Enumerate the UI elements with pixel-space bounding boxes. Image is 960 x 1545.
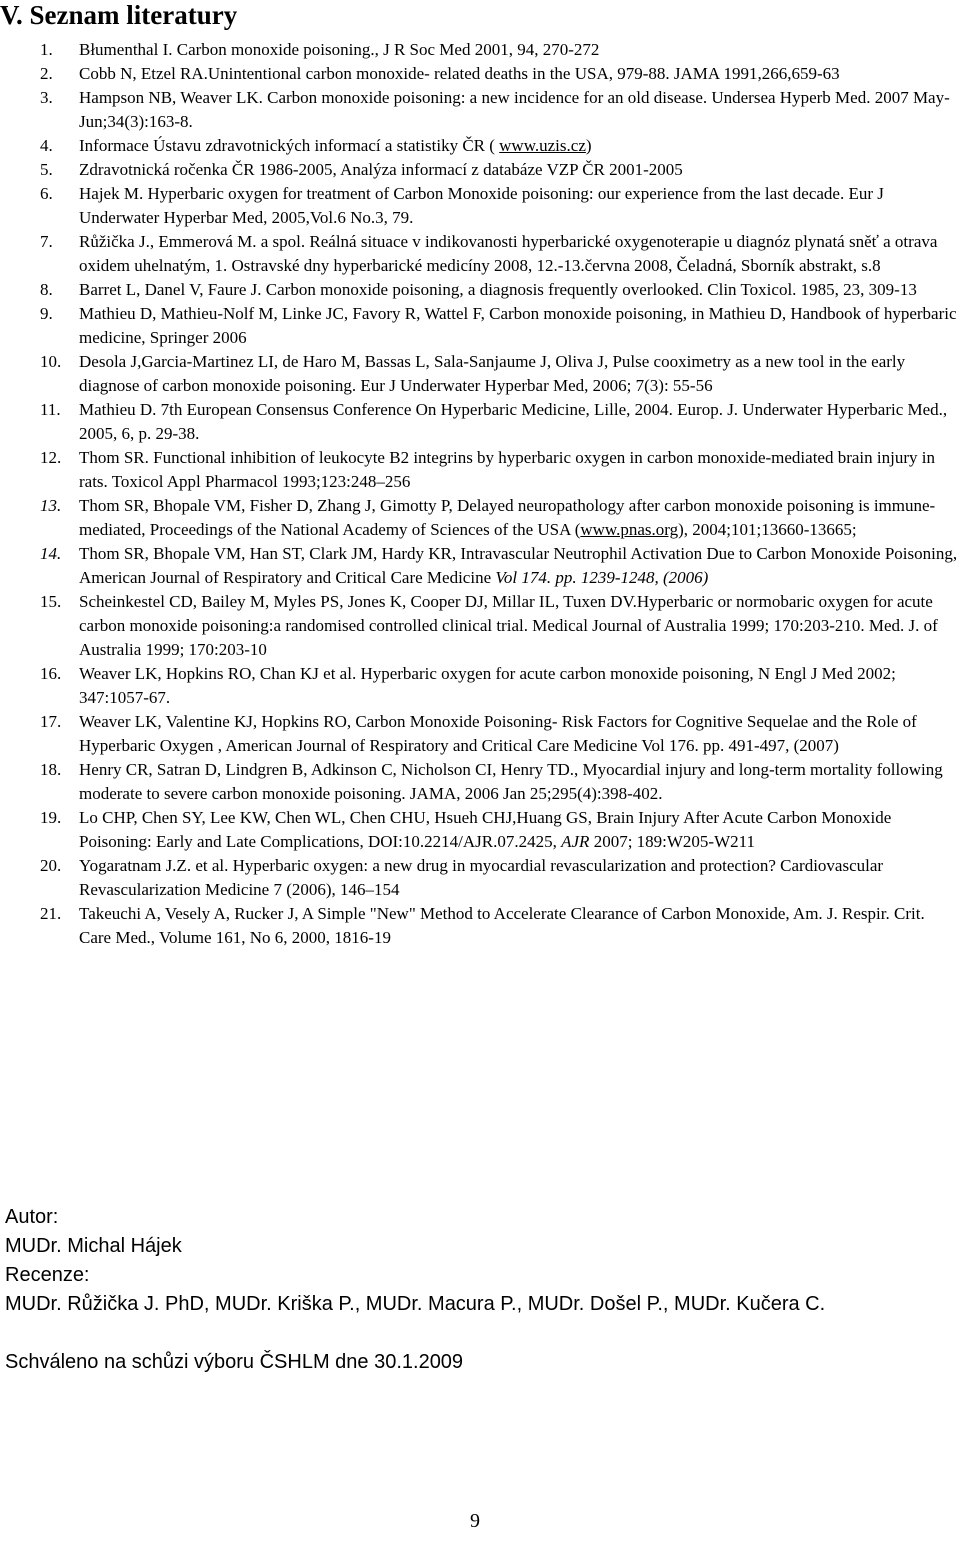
reference-text: [79, 806, 960, 854]
reference-number: 7.: [40, 232, 53, 251]
reference-number: 20.: [40, 856, 62, 875]
reference-item: [0, 230, 960, 278]
reference-item: [0, 398, 960, 446]
reference-item: [0, 278, 960, 302]
reference-number: 12.: [40, 448, 62, 467]
reference-number: 21.: [40, 904, 62, 923]
reference-item: [0, 758, 960, 806]
reference-item: [0, 662, 960, 710]
reference-text: Cobb N, Etzel RA.Unintentional carbon monoxide- related deaths in the USA, 979-88. JAMA 1991,266,659-63: [79, 64, 840, 83]
reference-text-part: Thom SR, Bhopale VM, Han ST, Clark JM, Hardy KR, Intravascular Neutrophil Activation Due to Carbon Monoxide Poisoning, American Journal of Respiratory and Critical Care Medicine: [79, 544, 958, 587]
reference-text: Takeuchi A, Vesely A, Rucker J, A Simple "New" Method to Accelerate Clearance of Carbon Monoxide, Am. J. Respir. Crit. Care Med., Volume 161, No 6, 2000, 1816-19: [79, 904, 925, 947]
reference-item: [0, 806, 960, 854]
author-name: MUDr. Michal Hájek: [5, 1235, 182, 1257]
reference-text: Hajek M. Hyperbaric oxygen for treatment of Carbon Monoxide poisoning: our experience from the last decade. Eur J Underwater Hyperbar Med, 2005,Vol.6 No.3, 79.: [79, 184, 884, 227]
reference-item: [0, 902, 960, 950]
reference-item: [0, 350, 960, 398]
reference-text: [79, 542, 960, 590]
reference-number: 4.: [40, 136, 53, 155]
reference-number: 2.: [40, 64, 53, 83]
reference-number: 6.: [40, 184, 53, 203]
reference-number: 5.: [40, 160, 53, 179]
reference-text-part: ): [585, 136, 592, 155]
reference-item: [0, 590, 960, 662]
reference-number: 1.: [40, 40, 53, 59]
reference-text: Weaver LK, Valentine KJ, Hopkins RO, Carbon Monoxide Poisoning- Risk Factors for Cognitive Sequelae and the Role of Hyperbaric Oxygen , American Journal of Respiratory and Critical Care Medicine Vol 176. pp. 491-497, (2007): [79, 712, 917, 755]
reference-number: 16.: [40, 664, 62, 683]
reference-text: Mathieu D. 7th European Consensus Conference On Hyperbaric Medicine, Lille, 2004. Europ. J. Underwater Hyperbaric Med., 2005, 6, p. 29-38.: [79, 400, 948, 443]
approval-note: Schváleno na schůzi výboru ČSHLM dne 30.1.2009: [5, 1351, 464, 1373]
reference-text-part: ), 2004;101;13660-13665;: [678, 520, 857, 539]
reference-text-part: Informace Ústavu zdravotnických informací a statistiky ČR (: [79, 136, 500, 155]
author-block: [5, 1203, 945, 1377]
reference-text-part: 2007; 189:W205-W211: [589, 832, 756, 851]
reference-text: Zdravotnická ročenka ČR 1986-2005, Analýza informací z databáze VZP ČR 2001-2005: [79, 160, 683, 179]
reference-text: Růžička J., Emmerová M. a spol. Reálná situace v indikovanosti hyperbarické oxygenoterapie u diagnóz plynatá sněť a otrava oxidem uhelnatým, 1. Ostravské dny hyperbarické medicíny 2008, 12.-13.června 2008, Čeladná, Sborník abstrakt, s.8: [79, 232, 938, 275]
reference-number: 18.: [40, 760, 62, 779]
reference-item: [0, 542, 960, 590]
reference-text: Henry CR, Satran D, Lindgren B, Adkinson C, Nicholson CI, Henry TD., Myocardial injury and long-term mortality following moderate to severe carbon monoxide poisoning. JAMA, 2006 Jan 25;295(4):398-402.: [79, 760, 943, 803]
reference-item: [0, 710, 960, 758]
reference-text: [79, 134, 960, 158]
reference-number: 10.: [40, 352, 62, 371]
reference-number: 15.: [40, 592, 62, 611]
reference-number: 13.: [40, 496, 62, 515]
reference-item: [0, 182, 960, 230]
author-label: Autor:: [5, 1206, 59, 1228]
reference-item: [0, 494, 960, 542]
reference-text-italic: Vol 174. pp. 1239-1248, (2006): [495, 568, 709, 587]
reference-text-italic: AJR: [561, 832, 590, 851]
reference-link[interactable]: www.pnas.org: [580, 520, 679, 539]
reference-number: 14.: [40, 544, 62, 563]
reference-item: [0, 158, 960, 182]
reference-text: Scheinkestel CD, Bailey M, Myles PS, Jones K, Cooper DJ, Millar IL, Tuxen DV.Hyperbaric or normobaric oxygen for acute carbon monoxide poisoning:a randomised controlled clinical trial. Medical Journal of Australia 1999; 170:203-210. Med. J. of Australia 1999; 170:203-10: [79, 592, 938, 659]
reference-text: Barret L, Danel V, Faure J. Carbon monoxide poisoning, a diagnosis frequently overlooked. Clin Toxicol. 1985, 23, 309-13: [79, 280, 917, 299]
reference-item: [0, 38, 960, 62]
reviewers-list: MUDr. Růžička J. PhD, MUDr. Kriška P., MUDr. Macura P., MUDr. Došel P., MUDr. Kučera C.: [5, 1293, 826, 1315]
reference-text-part: Lo CHP, Chen SY, Lee KW, Chen WL, Chen CHU, Hsueh CHJ,Huang GS, Brain Injury After Acute Carbon Monoxide Poisoning: Early and Late Complications, DOI:10.2214/AJR.07.2425,: [79, 808, 892, 851]
reference-text: Yogaratnam J.Z. et al. Hyperbaric oxygen: a new drug in myocardial revascularization and protection? Cardiovascular Revascularization Medicine 7 (2006), 146–154: [79, 856, 884, 899]
reference-text: Mathieu D, Mathieu-Nolf M, Linke JC, Favory R, Wattel F, Carbon monoxide poisoning, in Mathieu D, Handbook of hyperbaric medicine, Springer 2006: [79, 304, 957, 347]
reference-item: [0, 854, 960, 902]
reference-text: Thom SR. Functional inhibition of leukocyte B2 integrins by hyperbaric oxygen in carbon monoxide-mediated brain injury in rats. Toxicol Appl Pharmacol 1993;123:248–256: [79, 448, 935, 491]
reference-number: 3.: [40, 88, 53, 107]
reference-number: 11.: [40, 400, 61, 419]
reference-item: [0, 86, 960, 134]
reference-item: [0, 302, 960, 350]
reference-text: Błumenthal I. Carbon monoxide poisoning., J R Soc Med 2001, 94, 270-272: [79, 40, 600, 59]
reference-item: [0, 62, 960, 86]
reference-text: Desola J,Garcia-Martinez LI, de Haro M, Bassas L, Sala-Sanjaume J, Oliva J, Pulse cooximetry as a new tool in the early diagnose of carbon monoxide poisoning. Eur J Underwater Hyperbar Med, 2006; 7(3): 55-56: [79, 352, 906, 395]
reference-text: Weaver LK, Hopkins RO, Chan KJ et al. Hyperbaric oxygen for acute carbon monoxide poisoning, N Engl J Med 2002; 347:1057-67.: [79, 664, 896, 707]
reviewers-label: Recenze:: [5, 1264, 90, 1286]
reference-number: 19.: [40, 808, 62, 827]
section-heading: V. Seznam literatury: [0, 0, 238, 30]
reference-number: 8.: [40, 280, 53, 299]
reference-item: [0, 446, 960, 494]
reference-item: [0, 134, 960, 158]
reference-text-part: Thom SR, Bhopale VM, Fisher D, Zhang J, Gimotty P, Delayed neuropathology after carbon monoxide poisoning is immune- mediated, Proceedings of the National Academy of Sciences of the USA (: [79, 496, 936, 539]
reference-number: 17.: [40, 712, 62, 731]
reference-link[interactable]: www.uzis.cz: [499, 136, 586, 155]
reference-text: Hampson NB, Weaver LK. Carbon monoxide poisoning: a new incidence for an old disease. Undersea Hyperb Med. 2007 May-Jun;34(3):163-8.: [79, 88, 950, 131]
reference-text: [79, 494, 960, 542]
reference-list: [0, 38, 960, 950]
page-number: 9: [470, 1510, 480, 1532]
reference-number: 9.: [40, 304, 53, 323]
